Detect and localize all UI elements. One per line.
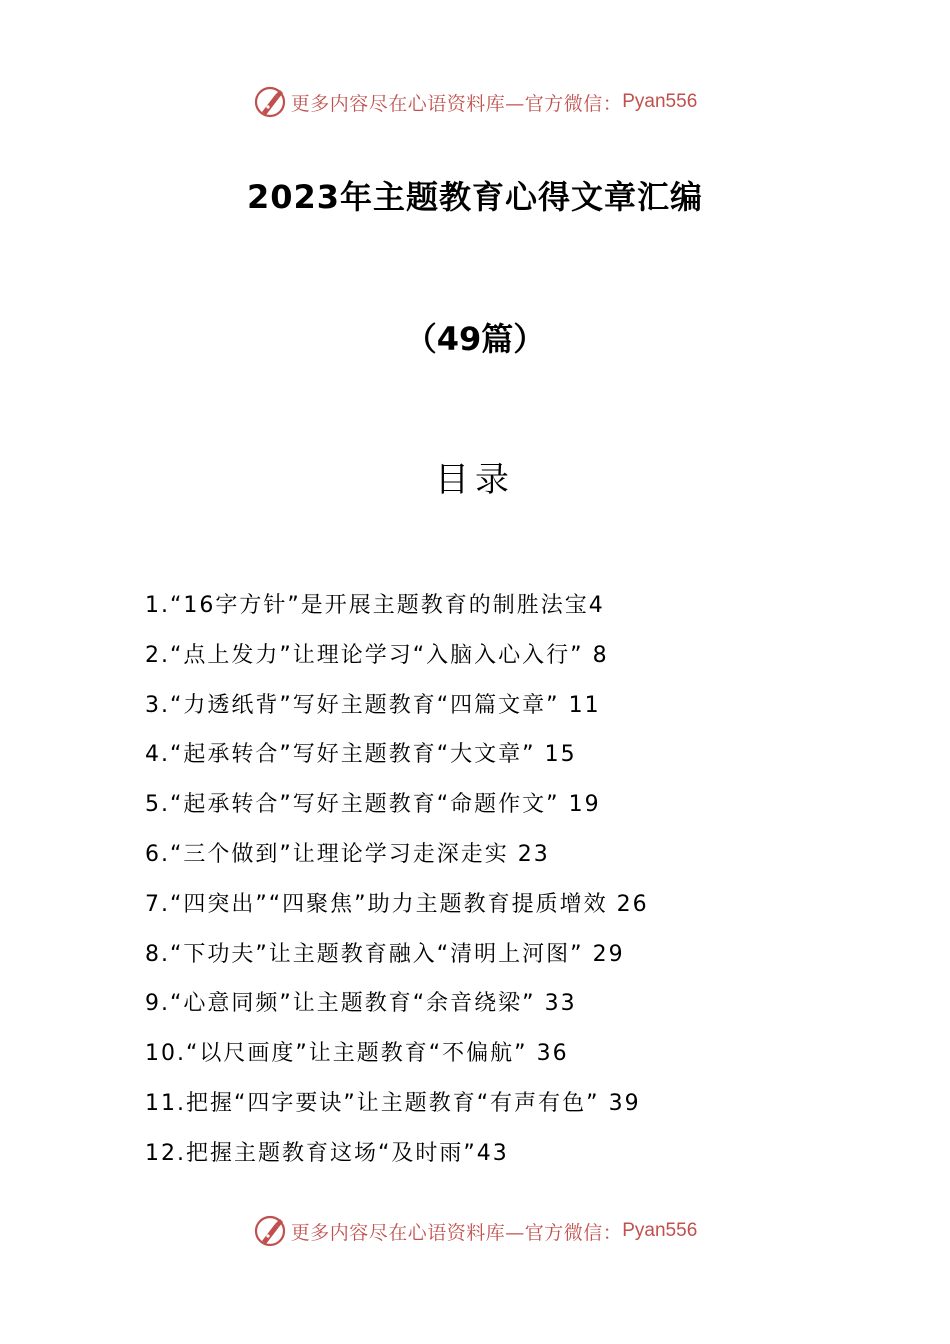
toc-item: 9.“心意同频”让主题教育“余音绕梁” 33: [145, 991, 577, 1017]
pen-nib-logo-icon: [253, 85, 287, 119]
table-of-contents: [145, 588, 805, 1186]
toc-item: 11.把握“四字要诀”让主题教育“有声有色” 39: [145, 1090, 641, 1116]
watermark-text: 更多内容尽在心语资料库—官方微信：: [290, 92, 623, 115]
document-title: 2023年主题教育心得文章汇编: [246, 178, 704, 216]
watermark-wechat-id: Pyan556: [622, 91, 698, 112]
toc-item: 3.“力透纸背”写好主题教育“四篇文章” 11: [145, 692, 601, 718]
footer-watermark: [0, 1211, 950, 1251]
toc-item: 6.“三个做到”让理论学习走深走实 23: [145, 841, 550, 867]
header-watermark: [0, 82, 950, 122]
toc-item: 4.“起承转合”写好主题教育“大文章” 15: [145, 742, 577, 768]
watermark-text: 更多内容尽在心语资料库—官方微信：: [290, 1221, 623, 1244]
toc-item: 2.“点上发力”让理论学习“入脑入心入行” 8: [145, 642, 609, 668]
toc-item: 5.“起承转合”写好主题教育“命题作文” 19: [145, 792, 601, 818]
watermark-wechat-id: Pyan556: [622, 1220, 698, 1241]
toc-item: 10.“以尺画度”让主题教育“不偏航” 36: [145, 1041, 569, 1067]
toc-item: 12.把握主题教育这场“及时雨”43: [145, 1140, 509, 1166]
toc-item: 1.“16字方针”是开展主题教育的制胜法宝4: [145, 593, 605, 618]
toc-item: 8.“下功夫”让主题教育融入“清明上河图” 29: [145, 941, 625, 967]
toc-heading: 目录: [435, 460, 515, 500]
document-subtitle: （49篇）: [404, 320, 546, 358]
toc-item: 7.“四突出”“四聚焦”助力主题教育提质增效 26: [145, 891, 649, 917]
pen-nib-logo-icon: [253, 1214, 287, 1248]
